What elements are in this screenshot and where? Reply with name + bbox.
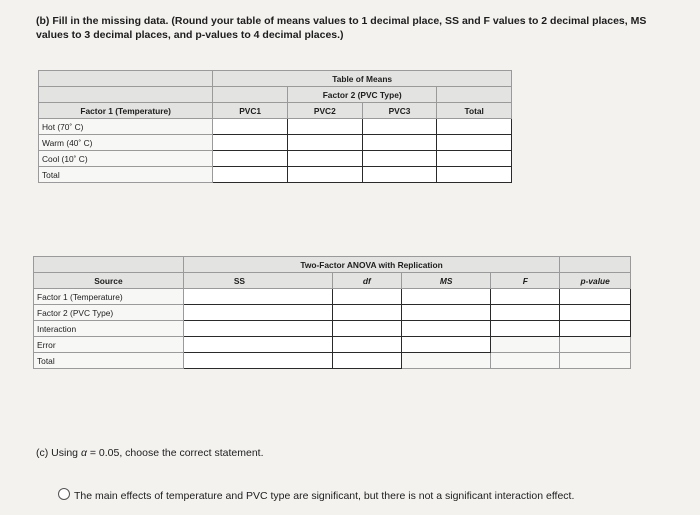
f-input[interactable] bbox=[491, 289, 560, 305]
mean-input[interactable] bbox=[213, 119, 288, 135]
df-input[interactable] bbox=[332, 289, 401, 305]
mean-input[interactable] bbox=[287, 151, 362, 167]
ms-input[interactable] bbox=[401, 321, 490, 337]
mean-input[interactable] bbox=[362, 119, 437, 135]
factor1-header: Factor 1 (Temperature) bbox=[39, 103, 213, 119]
col-pvc1: PVC1 bbox=[213, 103, 288, 119]
ss-input[interactable] bbox=[183, 321, 332, 337]
means-title: Table of Means bbox=[213, 71, 512, 87]
row-factor1: Factor 1 (Temperature) bbox=[34, 289, 184, 305]
mean-input[interactable] bbox=[287, 135, 362, 151]
pvalue-input[interactable] bbox=[560, 289, 631, 305]
mean-input[interactable] bbox=[437, 151, 512, 167]
factor2-header: Factor 2 (PVC Type) bbox=[287, 87, 436, 103]
source-header: Source bbox=[34, 273, 184, 289]
row-factor2: Factor 2 (PVC Type) bbox=[34, 305, 184, 321]
f-input[interactable] bbox=[491, 305, 560, 321]
anova-table bbox=[33, 256, 631, 369]
table-of-means bbox=[38, 70, 512, 183]
mean-input[interactable] bbox=[437, 135, 512, 151]
df-input[interactable] bbox=[332, 337, 401, 353]
row-warm: Warm (40˚ C) bbox=[39, 135, 213, 151]
anova-title: Two-Factor ANOVA with Replication bbox=[183, 257, 559, 273]
df-input[interactable] bbox=[332, 353, 401, 369]
pvalue-input[interactable] bbox=[560, 305, 631, 321]
row-interaction: Interaction bbox=[34, 321, 184, 337]
ss-input[interactable] bbox=[183, 337, 332, 353]
mean-input[interactable] bbox=[287, 167, 362, 183]
mean-input[interactable] bbox=[362, 135, 437, 151]
ss-input[interactable] bbox=[183, 305, 332, 321]
pvalue-input[interactable] bbox=[560, 321, 631, 337]
mean-input[interactable] bbox=[437, 119, 512, 135]
mean-input[interactable] bbox=[437, 167, 512, 183]
mean-input[interactable] bbox=[362, 167, 437, 183]
ss-input[interactable] bbox=[183, 289, 332, 305]
radio-button[interactable] bbox=[58, 488, 70, 500]
f-input[interactable] bbox=[491, 321, 560, 337]
instructions bbox=[36, 14, 676, 42]
col-df: df bbox=[332, 273, 401, 289]
part-c-prompt bbox=[36, 447, 264, 459]
option-text: The main effects of temperature and PVC type are significant, but there is not a significant interaction effect. bbox=[74, 490, 575, 502]
answer-option[interactable] bbox=[58, 488, 648, 503]
col-ss: SS bbox=[183, 273, 332, 289]
ms-input[interactable] bbox=[401, 289, 490, 305]
col-ms: MS bbox=[401, 273, 490, 289]
part-c-prefix: (c) Using bbox=[36, 447, 79, 459]
row-hot: Hot (70˚ C) bbox=[39, 119, 213, 135]
row-total: Total bbox=[34, 353, 184, 369]
part-b-label: (b) Fill in the missing data. bbox=[36, 15, 169, 27]
col-pvc3: PVC3 bbox=[362, 103, 437, 119]
mean-input[interactable] bbox=[213, 167, 288, 183]
ss-input[interactable] bbox=[183, 353, 332, 369]
col-pvalue: p-value bbox=[560, 273, 631, 289]
mean-input[interactable] bbox=[287, 119, 362, 135]
mean-input[interactable] bbox=[213, 135, 288, 151]
row-total: Total bbox=[39, 167, 213, 183]
col-pvc2: PVC2 bbox=[287, 103, 362, 119]
ms-input[interactable] bbox=[401, 305, 490, 321]
col-f: F bbox=[491, 273, 560, 289]
df-input[interactable] bbox=[332, 321, 401, 337]
row-cool: Cool (10˚ C) bbox=[39, 151, 213, 167]
alpha-symbol: α bbox=[80, 447, 87, 459]
part-c-statement: = 0.05, choose the correct statement. bbox=[89, 447, 264, 459]
mean-input[interactable] bbox=[362, 151, 437, 167]
row-error: Error bbox=[34, 337, 184, 353]
rounding-note: (Round your table of means values to 1 decimal place, SS and F values to 2 decimal places, MS values to 3 decimal places, and p-values to 4 decimal places.) bbox=[36, 15, 647, 41]
mean-input[interactable] bbox=[213, 151, 288, 167]
ms-input[interactable] bbox=[401, 337, 490, 353]
df-input[interactable] bbox=[332, 305, 401, 321]
col-total: Total bbox=[437, 103, 512, 119]
